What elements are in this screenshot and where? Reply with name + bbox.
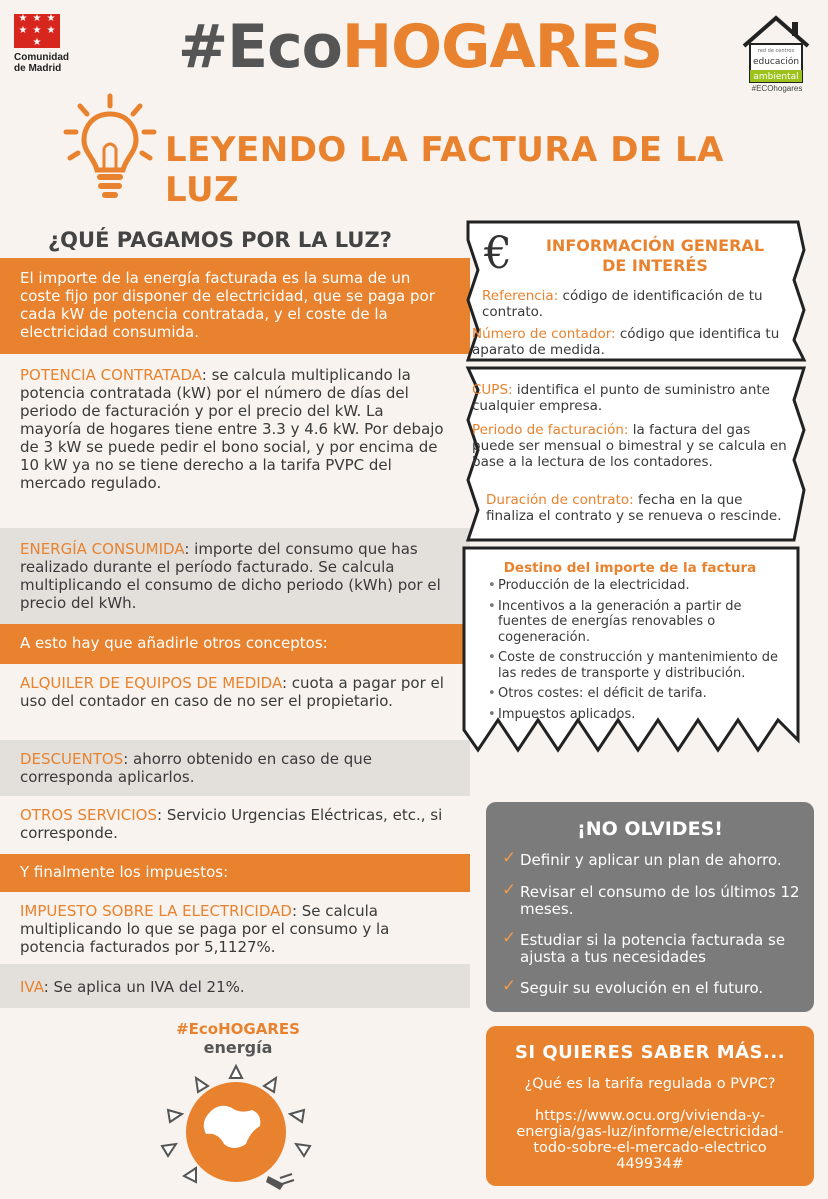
section-question: ¿QUÉ PAGAMOS POR LA LUZ? (48, 228, 392, 252)
iva-key: IVA (20, 978, 44, 996)
lightbulb-icon (60, 92, 160, 202)
iva-text: : Se aplica un IVA del 21%. (43, 978, 245, 996)
list-item: • Incentivos a la generación a partir de fuentes de energías renovables o cogeneración. (488, 599, 788, 646)
potencia-block (0, 354, 470, 528)
servicios-key: OTROS SERVICIOS (20, 806, 157, 824)
periodo-text: la factura del gas puede ser mensual o bimestral y se calcula en base a la lectura de los contadores. (472, 422, 787, 470)
intro-text: El importe de la energía facturada es la suma de un coste fijo por disponer de electricidad, que se paga por cada kW de potencia contratada, y el coste de la electricidad consumida. (20, 269, 435, 341)
info-title (520, 236, 790, 276)
energia-text: : importe del consumo que has realizado durante el período facturado. Se calcula multiplicando el consumo de dicho periodo (kWh) por el precio del kWh. (20, 540, 441, 612)
no-olvides-title: ¡NO OLVIDES! (577, 818, 723, 840)
energia-block (0, 528, 470, 624)
footer-logo-subtitle: energía (203, 1038, 273, 1057)
no-olvides-item-text: Definir y aplicar un plan de ahorro. (520, 851, 782, 869)
intro-band (0, 258, 470, 354)
contador-text: código que identifica tu aparato de medida. (472, 326, 780, 358)
contador-key: Número de contador: (472, 326, 616, 342)
impuestos-header: Y finalmente los impuestos: (20, 863, 229, 881)
comunidad-madrid-logo (14, 14, 74, 74)
cups-item (472, 382, 782, 414)
badge-line3: ambiental (753, 72, 799, 82)
referencia-item (482, 288, 782, 320)
potencia-key: POTENCIA CONTRATADA (20, 366, 202, 384)
periodo-key: Periodo de facturación: (472, 422, 629, 438)
otros-header: A esto hay que añadirle otros conceptos: (20, 634, 328, 652)
list-item: • Producción de la electricidad. (488, 578, 788, 594)
list-item: • Impuestos aplicados. (488, 707, 788, 723)
checkmark-icon: ✓ (502, 848, 517, 868)
title-hogares: HOGARES (341, 12, 663, 82)
list-item (502, 928, 802, 966)
no-olvides-panel (486, 802, 814, 1012)
duracion-text: fecha en la que finaliza el contrato y se renueva o rescinde. (486, 492, 782, 524)
energia-key: ENERGÍA CONSUMIDA (20, 540, 185, 558)
ise-key: IMPUESTO SOBRE LA ELECTRICIDAD (20, 902, 292, 920)
list-item: • Otros costes: el déficit de tarifa. (488, 686, 788, 702)
saber-mas-title: SI QUIERES SABER MÁS... (514, 1042, 786, 1063)
duracion-key: Duración de contrato: (486, 492, 634, 508)
checkmark-icon: ✓ (502, 880, 517, 900)
servicios-block (0, 796, 470, 854)
referencia-key: Referencia: (482, 288, 559, 304)
otros-header-band (0, 624, 470, 664)
contador-item (472, 326, 782, 358)
info-title-line1: INFORMACIÓN GENERAL (545, 236, 765, 255)
referencia-text: código de identificación de tu contrato. (482, 288, 763, 320)
descuentos-block (0, 740, 470, 796)
impuestos-header-band (0, 854, 470, 892)
saber-mas-question: ¿Qué es la tarifa regulada o PVPC? (524, 1076, 776, 1092)
descuentos-text: : ahorro obtenido en caso de que corresponda aplicarlos. (20, 750, 373, 786)
cups-text: identifica el punto de suministro ante cualquier empresa. (472, 382, 770, 414)
list-item (502, 976, 802, 997)
org-name-line2: de Madrid (14, 63, 62, 74)
euro-icon: € (484, 228, 512, 279)
title-eco: #Eco (177, 12, 342, 82)
no-olvides-item-text: Revisar el consumo de los últimos 12 meses. (520, 883, 800, 918)
subtitle: LEYENDO LA FACTURA DE LA LUZ (165, 130, 724, 210)
alquiler-key: ALQUILER DE EQUIPOS DE MEDIDA (20, 674, 282, 692)
cups-key: CUPS: (472, 382, 513, 398)
destino-title: Destino del importe de la factura (503, 560, 757, 576)
list-item (502, 848, 802, 869)
saber-mas-panel (486, 1026, 814, 1186)
servicios-text: : Servicio Urgencias Eléctricas, etc., si corresponde. (20, 806, 443, 842)
page-title (140, 12, 700, 82)
list-item (502, 880, 802, 918)
badge-hashtag: #ECOhogares (751, 84, 803, 93)
footer-logo-title: #EcoHOGARES (176, 1020, 300, 1038)
badge-line2: educación (752, 57, 800, 67)
globe-sun-icon (148, 1058, 324, 1194)
descuentos-key: DESCUENTOS (20, 750, 124, 768)
no-olvides-item-text: Seguir su evolución en el futuro. (520, 979, 764, 997)
badge-line1: red de centros (757, 48, 795, 54)
list-item: • Coste de construcción y mantenimiento de las redes de transporte y distribución. (488, 650, 788, 681)
star-flag-icon: ★ ★ ★ ★ ★ ★ ★ (14, 14, 60, 48)
checkmark-icon: ✓ (502, 928, 517, 948)
potencia-text: : se calcula multiplicando la potencia contratada (kW) por el número de días del periodo de facturación y por el precio del kW. La mayoría de hogares tiene entre 3.3 y 4.6 kW. Por debajo de 3 kW se puede pedir el bono social, y por encima de 10 kW ya no se tiene derecho a la tarifa PVPC del mercado regulado. (20, 366, 444, 492)
no-olvides-item-text: Estudiar si la potencia facturada se ajusta a tus necesidades (520, 931, 786, 966)
ise-block (0, 892, 470, 964)
alquiler-block (0, 664, 470, 740)
saber-mas-link[interactable]: https://www.ocu.org/vivienda-y-energia/gas-luz/informe/electricidad-todo-sobre-el-mercado-electrico 449934# (516, 1108, 784, 1172)
org-name-line1: Comunidad (14, 52, 69, 63)
house-logo-icon (740, 14, 812, 94)
alquiler-text: : cuota a pagar por el uso del contador en caso de no ser el propietario. (20, 674, 444, 710)
periodo-item (472, 422, 788, 470)
checkmark-icon: ✓ (502, 976, 517, 996)
duracion-item (486, 492, 786, 524)
iva-block (0, 964, 470, 1008)
ise-text: : Se calcula multiplicando lo que se paga por el consumo y la potencia facturados por 5,1127%. (20, 902, 390, 956)
destino-list (488, 578, 788, 727)
info-title-line2: DE INTERÉS (602, 256, 708, 275)
